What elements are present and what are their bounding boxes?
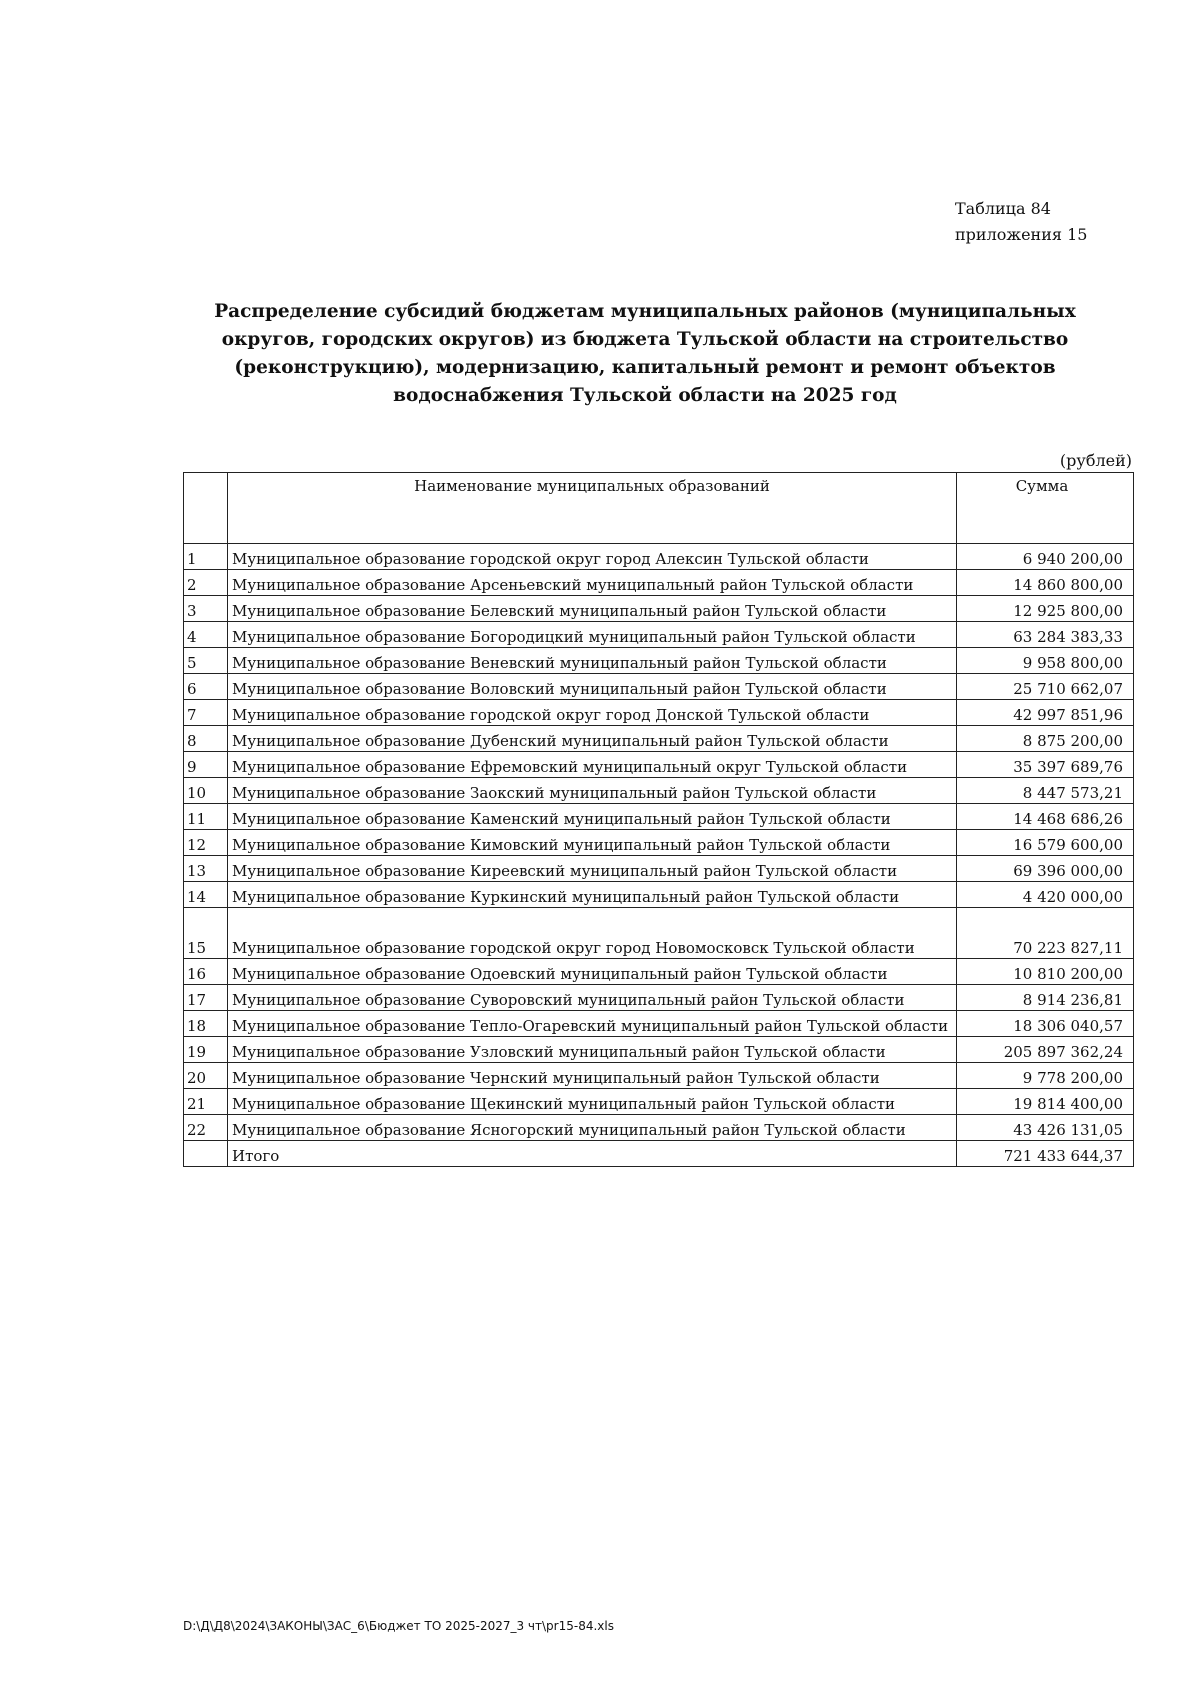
- row-sum: 4 420 000,00: [957, 882, 1134, 908]
- row-name: Муниципальное образование Ясногорский муниципальный район Тульской области: [228, 1115, 957, 1141]
- row-name: Муниципальное образование Киреевский муниципальный район Тульской области: [228, 856, 957, 882]
- row-name: Муниципальное образование Веневский муниципальный район Тульской области: [228, 648, 957, 674]
- row-sum: 70 223 827,11: [957, 908, 1134, 959]
- row-number: 7: [184, 700, 228, 726]
- row-sum: 69 396 000,00: [957, 856, 1134, 882]
- row-name: Муниципальное образование Чернский муниципальный район Тульской области: [228, 1063, 957, 1089]
- table-number: Таблица 84: [955, 199, 1051, 218]
- table-row: [184, 1089, 1134, 1115]
- row-name: Муниципальное образование Узловский муниципальный район Тульской области: [228, 1037, 957, 1063]
- row-name: Муниципальное образование Каменский муниципальный район Тульской области: [228, 804, 957, 830]
- row-number: 3: [184, 596, 228, 622]
- file-path-footer: D:\Д\Д8\2024\ЗАКОНЫ\ЗАС_6\Бюджет ТО 2025-2027_3 чт\pr15-84.xls: [183, 1619, 614, 1633]
- header-sum: Сумма: [957, 473, 1134, 544]
- table-row: [184, 959, 1134, 985]
- table-row: [184, 622, 1134, 648]
- table-row: [184, 674, 1134, 700]
- row-number: 9: [184, 752, 228, 778]
- row-sum: 12 925 800,00: [957, 596, 1134, 622]
- row-number: 20: [184, 1063, 228, 1089]
- table-reference: [955, 196, 1087, 248]
- appendix-number: приложения 15: [955, 225, 1088, 244]
- row-sum: 8 875 200,00: [957, 726, 1134, 752]
- row-name: Муниципальное образование Дубенский муниципальный район Тульской области: [228, 726, 957, 752]
- row-number: 16: [184, 959, 228, 985]
- table-row: [184, 804, 1134, 830]
- row-number: 15: [184, 908, 228, 959]
- row-sum: 19 814 400,00: [957, 1089, 1134, 1115]
- row-sum: 9 778 200,00: [957, 1063, 1134, 1089]
- table-row: [184, 544, 1134, 570]
- total-number: [184, 1141, 228, 1167]
- table-row: [184, 1011, 1134, 1037]
- row-name: Муниципальное образование городской округ город Новомосковск Тульской области: [228, 908, 957, 959]
- row-sum: 8 914 236,81: [957, 985, 1134, 1011]
- row-number: 18: [184, 1011, 228, 1037]
- table-row: [184, 1115, 1134, 1141]
- row-number: 12: [184, 830, 228, 856]
- row-name: Муниципальное образование Куркинский муниципальный район Тульской области: [228, 882, 957, 908]
- row-sum: 63 284 383,33: [957, 622, 1134, 648]
- row-sum: 14 468 686,26: [957, 804, 1134, 830]
- row-name: Муниципальное образование Заокский муниципальный район Тульской области: [228, 778, 957, 804]
- table-row: [184, 908, 1134, 959]
- table-row: [184, 596, 1134, 622]
- row-number: 13: [184, 856, 228, 882]
- row-sum: 42 997 851,96: [957, 700, 1134, 726]
- row-name: Муниципальное образование Щекинский муниципальный район Тульской области: [228, 1089, 957, 1115]
- subsidy-table: [183, 472, 1134, 1167]
- row-number: 11: [184, 804, 228, 830]
- header-name: Наименование муниципальных образований: [228, 473, 957, 544]
- total-name: Итого: [228, 1141, 957, 1167]
- table-row: [184, 778, 1134, 804]
- row-sum: 43 426 131,05: [957, 1115, 1134, 1141]
- table-row: [184, 700, 1134, 726]
- row-sum: 10 810 200,00: [957, 959, 1134, 985]
- table-body: [184, 544, 1134, 1167]
- row-name: Муниципальное образование Суворовский муниципальный район Тульской области: [228, 985, 957, 1011]
- units-label: (рублей): [1059, 451, 1132, 470]
- table-row: [184, 882, 1134, 908]
- row-number: 8: [184, 726, 228, 752]
- row-number: 17: [184, 985, 228, 1011]
- row-sum: 8 447 573,21: [957, 778, 1134, 804]
- table-row: [184, 985, 1134, 1011]
- table-row: [184, 726, 1134, 752]
- row-number: 6: [184, 674, 228, 700]
- table-row: [184, 1063, 1134, 1089]
- row-sum: 6 940 200,00: [957, 544, 1134, 570]
- row-number: 14: [184, 882, 228, 908]
- row-name: Муниципальное образование Кимовский муниципальный район Тульской области: [228, 830, 957, 856]
- table-row: [184, 752, 1134, 778]
- row-number: 2: [184, 570, 228, 596]
- row-sum: 18 306 040,57: [957, 1011, 1134, 1037]
- row-name: Муниципальное образование Тепло-Огаревский муниципальный район Тульской области: [228, 1011, 957, 1037]
- row-number: 5: [184, 648, 228, 674]
- row-name: Муниципальное образование Богородицкий муниципальный район Тульской области: [228, 622, 957, 648]
- row-name: Муниципальное образование Воловский муниципальный район Тульской области: [228, 674, 957, 700]
- row-name: Муниципальное образование городской округ город Донской Тульской области: [228, 700, 957, 726]
- row-number: 4: [184, 622, 228, 648]
- row-number: 21: [184, 1089, 228, 1115]
- table-row: [184, 856, 1134, 882]
- table-row: [184, 570, 1134, 596]
- table-header-row: [184, 473, 1134, 544]
- row-number: 1: [184, 544, 228, 570]
- row-sum: 25 710 662,07: [957, 674, 1134, 700]
- row-sum: 16 579 600,00: [957, 830, 1134, 856]
- row-name: Муниципальное образование Ефремовский муниципальный округ Тульской области: [228, 752, 957, 778]
- row-sum: 205 897 362,24: [957, 1037, 1134, 1063]
- table-row: [184, 830, 1134, 856]
- row-sum: 35 397 689,76: [957, 752, 1134, 778]
- row-number: 10: [184, 778, 228, 804]
- header-number: [184, 473, 228, 544]
- row-number: 19: [184, 1037, 228, 1063]
- row-sum: 14 860 800,00: [957, 570, 1134, 596]
- table-row: [184, 648, 1134, 674]
- row-name: Муниципальное образование Арсеньевский муниципальный район Тульской области: [228, 570, 957, 596]
- row-sum: 9 958 800,00: [957, 648, 1134, 674]
- row-name: Муниципальное образование Белевский муниципальный район Тульской области: [228, 596, 957, 622]
- total-row: [184, 1141, 1134, 1167]
- row-number: 22: [184, 1115, 228, 1141]
- table-row: [184, 1037, 1134, 1063]
- row-name: Муниципальное образование городской округ город Алексин Тульской области: [228, 544, 957, 570]
- row-name: Муниципальное образование Одоевский муниципальный район Тульской области: [228, 959, 957, 985]
- document-title: Распределение субсидий бюджетам муниципальных районов (муниципальных округов, городских округов) из бюджета Тульской области на строительство (реконструкцию), модернизацию, капитальный ремонт и ремонт объектов водоснабжения Тульской области на 2025 год: [214, 301, 1076, 406]
- total-sum: 721 433 644,37: [957, 1141, 1134, 1167]
